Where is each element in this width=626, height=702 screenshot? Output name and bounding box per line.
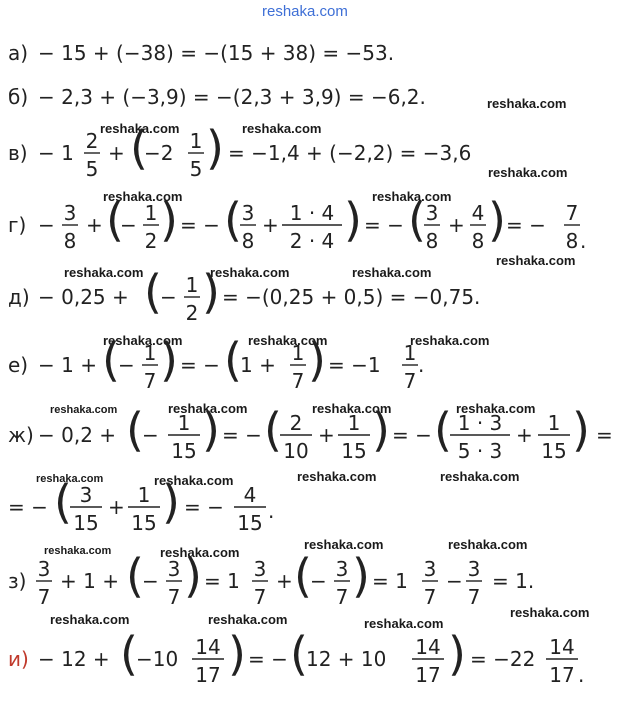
fraction-numerator: 1 — [347, 411, 361, 435]
expression-part: + 1 + — [60, 569, 119, 593]
expression-part: −10 — [136, 647, 179, 671]
watermark: reshaka.com — [248, 333, 328, 348]
expression-part: + — [108, 495, 125, 519]
expression-part: = − — [222, 423, 262, 447]
fraction-numerator: 3 — [241, 201, 255, 225]
item-label: а) — [8, 41, 29, 65]
paren-close: ) — [344, 193, 362, 247]
fraction-denominator: 8 — [565, 229, 579, 253]
fraction-denominator: 7 — [423, 585, 437, 609]
paren-open: ( — [126, 549, 144, 603]
fraction-denominator: 7 — [37, 585, 51, 609]
expression-part: . — [580, 229, 587, 253]
paren-close: ) — [572, 403, 590, 457]
paren-open: ( — [408, 193, 426, 247]
expression-part: + — [86, 213, 103, 237]
paren-close: ) — [308, 333, 326, 387]
watermark: reshaka.com — [50, 404, 118, 416]
fraction-numerator: 14 — [195, 635, 221, 659]
expression-part: − — [142, 423, 159, 447]
fraction-denominator: 7 — [335, 585, 349, 609]
fraction-numerator: 3 — [335, 557, 349, 581]
fraction-denominator: 15 — [171, 439, 197, 463]
fraction-numerator: 1 — [403, 341, 417, 365]
fraction-numerator: 14 — [549, 635, 575, 659]
expression-part: = −22 — [470, 647, 536, 671]
expression: − 2,3 + (−3,9) = −(2,3 + 3,9) = −6,2. — [38, 85, 426, 109]
fraction-denominator: 2 · 4 — [289, 229, 335, 253]
expression-part: + — [318, 423, 335, 447]
fraction-numerator: 14 — [415, 635, 441, 659]
fraction-numerator: 2 — [85, 129, 99, 153]
paren-close: ) — [352, 549, 370, 603]
paren-open: ( — [102, 333, 120, 387]
expression-part: − — [118, 353, 135, 377]
fraction-numerator: 1 — [291, 341, 305, 365]
fraction-denominator: 5 — [189, 157, 203, 181]
fraction-numerator: 1 — [143, 341, 157, 365]
watermark: reshaka.com — [496, 253, 576, 268]
fraction-denominator: 7 — [403, 369, 417, 393]
fraction-denominator: 5 · 3 — [457, 439, 503, 463]
watermark: reshaka.com — [510, 605, 590, 620]
expression-part: = − — [364, 213, 404, 237]
expression-part: . — [268, 499, 275, 523]
fraction-denominator: 8 — [63, 229, 77, 253]
fraction-denominator: 15 — [541, 439, 567, 463]
fraction-numerator: 3 — [63, 201, 77, 225]
expression-part: − — [310, 569, 327, 593]
expression-part: = − — [184, 495, 224, 519]
fraction-denominator: 10 — [283, 439, 309, 463]
equation-d — [8, 262, 568, 332]
fraction-numerator: 4 — [243, 483, 257, 507]
fraction-numerator: 3 — [425, 201, 439, 225]
equation-i — [8, 622, 608, 698]
fraction-numerator: 3 — [423, 557, 437, 581]
fraction-numerator: 3 — [253, 557, 267, 581]
equation-b — [8, 80, 568, 112]
expression-part: + — [262, 213, 279, 237]
item-label: в) — [8, 141, 28, 165]
expression-part: = — [596, 423, 613, 447]
fraction-denominator: 17 — [549, 663, 575, 687]
expression-part: = − — [180, 213, 220, 237]
paren-close: ) — [160, 333, 178, 387]
paren-open: ( — [290, 627, 308, 681]
fraction-denominator: 8 — [471, 229, 485, 253]
fraction-numerator: 1 · 3 — [457, 411, 503, 435]
fraction-denominator: 8 — [241, 229, 255, 253]
item-label: е) — [8, 353, 29, 377]
fraction-denominator: 7 — [143, 369, 157, 393]
paren-open: ( — [144, 265, 162, 319]
watermark: reshaka.com — [208, 612, 288, 627]
watermark: reshaka.com — [312, 401, 392, 416]
watermark: reshaka.com — [410, 333, 490, 348]
expression: − 15 + (−38) = −(15 + 38) = −53. — [38, 41, 395, 65]
paren-open: ( — [120, 627, 138, 681]
fraction-denominator: 15 — [237, 511, 263, 535]
watermark: reshaka.com — [262, 3, 348, 20]
expression-part: . — [418, 353, 425, 377]
paren-open: ( — [130, 121, 148, 175]
watermark: reshaka.com — [160, 545, 240, 560]
fraction-denominator: 17 — [415, 663, 441, 687]
expression-part: − — [160, 285, 177, 309]
fraction-numerator: 3 — [467, 557, 481, 581]
watermark: reshaka.com — [210, 265, 290, 280]
expression-part: = −1,4 + (−2,2) = −3,6 — [228, 141, 472, 165]
fraction-numerator: 2 — [289, 411, 303, 435]
item-label: г) — [8, 213, 27, 237]
fraction-numerator: 7 — [565, 201, 579, 225]
paren-close: ) — [184, 549, 202, 603]
expression-part: = − — [8, 495, 48, 519]
expression-part: = −1 — [328, 353, 381, 377]
watermark: reshaka.com — [440, 469, 520, 484]
item-label: ж) — [8, 423, 34, 447]
fraction-numerator: 3 — [79, 483, 93, 507]
watermark: reshaka.com — [304, 537, 384, 552]
paren-open: ( — [434, 403, 452, 457]
equation-a — [8, 36, 568, 68]
paren-close: ) — [206, 121, 224, 175]
paren-open: ( — [106, 193, 124, 247]
fraction-denominator: 7 — [467, 585, 481, 609]
fraction-denominator: 8 — [425, 229, 439, 253]
fraction-denominator: 17 — [195, 663, 221, 687]
watermark: reshaka.com — [103, 333, 183, 348]
fraction-numerator: 1 — [144, 201, 158, 225]
paren-open: ( — [54, 475, 72, 529]
paren-close: ) — [448, 627, 466, 681]
expression-part: − 0,2 + — [38, 423, 117, 447]
equation-zh-continued — [8, 472, 568, 542]
watermark: reshaka.com — [364, 616, 444, 631]
expression-part: + — [516, 423, 533, 447]
paren-open: ( — [126, 403, 144, 457]
fraction-numerator: 1 — [185, 273, 199, 297]
fraction-denominator: 15 — [73, 511, 99, 535]
expression-part: − — [446, 569, 463, 593]
watermark: reshaka.com — [352, 265, 432, 280]
paren-open: ( — [294, 549, 312, 603]
fraction-denominator: 7 — [253, 585, 267, 609]
equation-z — [8, 546, 568, 616]
expression-part: + — [448, 213, 465, 237]
expression-part: = −(0,25 + 0,5) = −0,75. — [222, 285, 481, 309]
watermark: reshaka.com — [50, 612, 130, 627]
paren-close: ) — [372, 403, 390, 457]
fraction-numerator: 1 — [137, 483, 151, 507]
expression-part: 12 + 10 — [306, 647, 387, 671]
expression-part: − 1 + — [38, 353, 97, 377]
watermark: reshaka.com — [372, 189, 452, 204]
expression-part: = 1. — [492, 569, 535, 593]
expression-part: − — [142, 569, 159, 593]
expression-part: + — [108, 141, 125, 165]
expression-part: = − — [506, 213, 546, 237]
paren-close: ) — [228, 627, 246, 681]
fraction-denominator: 7 — [291, 369, 305, 393]
fraction-denominator: 2 — [144, 229, 158, 253]
expression-part: 1 + — [240, 353, 276, 377]
fraction-denominator: 15 — [131, 511, 157, 535]
expression-part: = − — [248, 647, 288, 671]
expression-part: −2 — [144, 141, 174, 165]
fraction-numerator: 3 — [37, 557, 51, 581]
item-label: з) — [8, 569, 27, 593]
watermark: reshaka.com — [64, 265, 144, 280]
watermark: reshaka.com — [44, 545, 112, 557]
watermark: reshaka.com — [168, 401, 248, 416]
paren-close: ) — [202, 265, 220, 319]
equation-g — [8, 190, 608, 260]
paren-open: ( — [264, 403, 282, 457]
paren-close: ) — [162, 475, 180, 529]
equation-e — [8, 330, 568, 400]
item-label: и) — [8, 647, 29, 671]
fraction-numerator: 1 — [547, 411, 561, 435]
expression-part: = 1 — [204, 569, 240, 593]
expression-part: − — [38, 213, 55, 237]
fraction-denominator: 7 — [167, 585, 181, 609]
expression-part: = − — [180, 353, 220, 377]
paren-close: ) — [160, 193, 178, 247]
fraction-numerator: 1 · 4 — [289, 201, 335, 225]
watermark: reshaka.com — [487, 96, 567, 111]
fraction-denominator: 15 — [341, 439, 367, 463]
item-label: д) — [8, 285, 30, 309]
watermark: reshaka.com — [242, 121, 322, 136]
watermark: reshaka.com — [448, 537, 528, 552]
equation-v — [8, 118, 568, 188]
watermark: reshaka.com — [103, 189, 183, 204]
expression-part: = − — [392, 423, 432, 447]
fraction-numerator: 1 — [177, 411, 191, 435]
fraction-numerator: 4 — [471, 201, 485, 225]
paren-open: ( — [224, 333, 242, 387]
item-label: б) — [8, 85, 29, 109]
fraction-numerator: 1 — [189, 129, 203, 153]
expression-part: − 1 — [38, 141, 74, 165]
paren-close: ) — [202, 403, 220, 457]
expression-part: . — [578, 663, 585, 687]
fraction-numerator: 3 — [167, 557, 181, 581]
expression-part: − — [120, 213, 137, 237]
watermark: reshaka.com — [456, 401, 536, 416]
watermark: reshaka.com — [100, 121, 180, 136]
expression-part: − 12 + — [38, 647, 110, 671]
watermark: reshaka.com — [297, 469, 377, 484]
paren-close: ) — [488, 193, 506, 247]
watermark: reshaka.com — [36, 473, 104, 485]
watermark: reshaka.com — [154, 473, 234, 488]
fraction-denominator: 2 — [185, 301, 199, 325]
watermark: reshaka.com — [488, 165, 568, 180]
expression-part: = 1 — [372, 569, 408, 593]
equation-zh — [8, 400, 623, 470]
paren-open: ( — [224, 193, 242, 247]
expression-part: + — [276, 569, 293, 593]
fraction-denominator: 5 — [85, 157, 99, 181]
expression-part: − 0,25 + — [38, 285, 129, 309]
